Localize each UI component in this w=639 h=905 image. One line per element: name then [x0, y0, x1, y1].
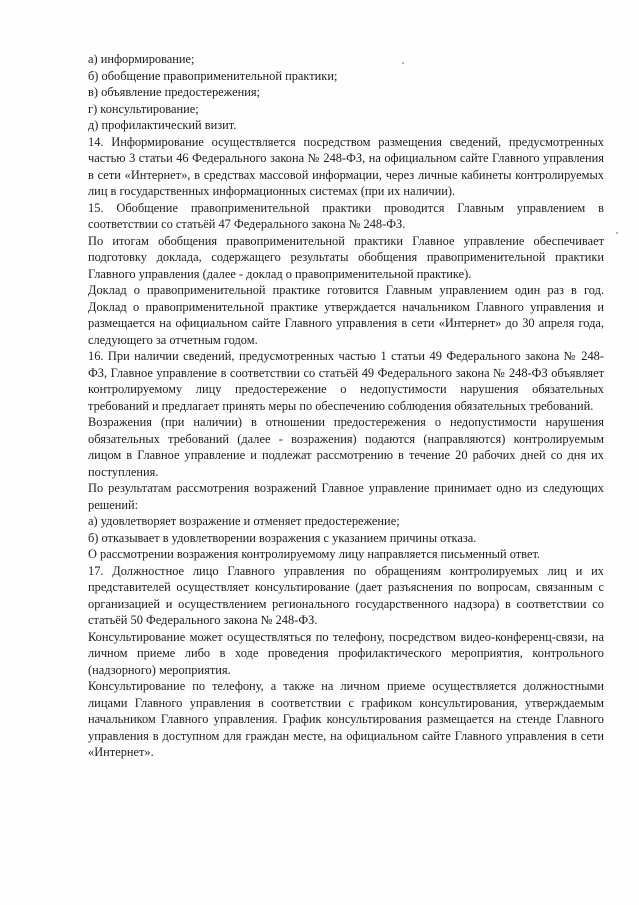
paragraph-response: О рассмотрении возражения контролируемому лицу направляется письменный ответ. [88, 547, 541, 561]
decision-item: б) отказывает в удовлетворении возражения с указанием причины отказа. [88, 530, 477, 545]
paragraph-objections: Возражения (при наличии) в отношении предостережения о недопустимости нарушения обязательных требований (далее - возражения) подаются (направляются) контролируемым лицом в Главное управление и подлежат рассмотрению в течение 20 рабочих дней со дня их поступления. [88, 415, 604, 479]
paragraph-14: 14. Информирование осуществляется посредством размещения сведений, предусмотренных частью 3 статьи 46 Федерального закона № 248-ФЗ, на официальном сайте Главного управления в сети «Интернет», в средствах массовой информации, через личные кабинеты контролируемых лиц в государственных информационных системах (при их наличии). [88, 134, 604, 198]
scan-speck [616, 232, 618, 234]
paragraph-decisions: По результатам рассмотрения возражений Главное управление принимает одно из следующих решений: [88, 481, 604, 512]
decision-item: а) удовлетворяет возражение и отменяет предостережение; [88, 514, 400, 528]
paragraph-consulting-schedule: Консультирование по телефону, а также на личном приеме осуществляется должностными лицами Главного управления в соответствии с графиком консультирования, утверждаемым начальником Главного управления. График консультирования размещается на стенде Главного управления в доступном для граждан месте, на официальном сайте Главного управления в сети «Интернет». [88, 679, 604, 759]
paragraph-consulting-modes: Консультирование может осуществляться по телефону, посредством видео-конференц-связи, на личном приеме либо в ходе проведения профилактического мероприятия, контрольного (надзорного) мероприятия. [88, 629, 604, 677]
paragraph-report: По итогам обобщения правоприменительной практики Главное управление обеспечивает подготовку доклада, содержащего результаты обобщения правоприменительной практики Главного управления (далее - доклад о правоприменительной практике). [88, 233, 604, 281]
document-body [88, 51, 604, 761]
paragraph-report-approval: Доклад о правоприменительной практике готовится Главным управлением один раз в год. Доклад о правоприменительной практике утверждается начальником Главного управления и размещается на официальном сайте Главного управления в сети «Интернет» до 30 апреля года, следующего за отчетным годом. [88, 283, 604, 347]
list-item: д) профилактический визит. [88, 118, 237, 132]
list-item: г) консультирование; [88, 101, 199, 116]
paragraph-15: 15. Обобщение правоприменительной практики проводится Главным управлением в соответствии со статьёй 47 Федерального закона № 248-ФЗ. [88, 200, 604, 231]
list-item: в) объявление предостережения; [88, 85, 260, 99]
paragraph-17: 17. Должностное лицо Главного управления по обращениям контролируемых лиц и их представителей осуществляет консультирование (дает разъяснения по вопросам, связанным с организацией и осуществлением регионального государственного надзора) в соответствии со статьёй 50 Федерального закона № 248-ФЗ. [88, 563, 604, 627]
list-item: а) информирование; [88, 52, 195, 66]
list-item: б) обобщение правоприменительной практики; [88, 68, 338, 83]
paragraph-16: 16. При наличии сведений, предусмотренных частью 1 статьи 49 Федерального закона № 248-ФЗ, Главное управление в соответствии со статьёй 49 Федерального закона № 248-ФЗ объявляет контролируемому лицу предостережение о недопустимости нарушения обязательных требований и предлагает принять меры по обеспечению соблюдения обязательных требований. [88, 349, 604, 413]
